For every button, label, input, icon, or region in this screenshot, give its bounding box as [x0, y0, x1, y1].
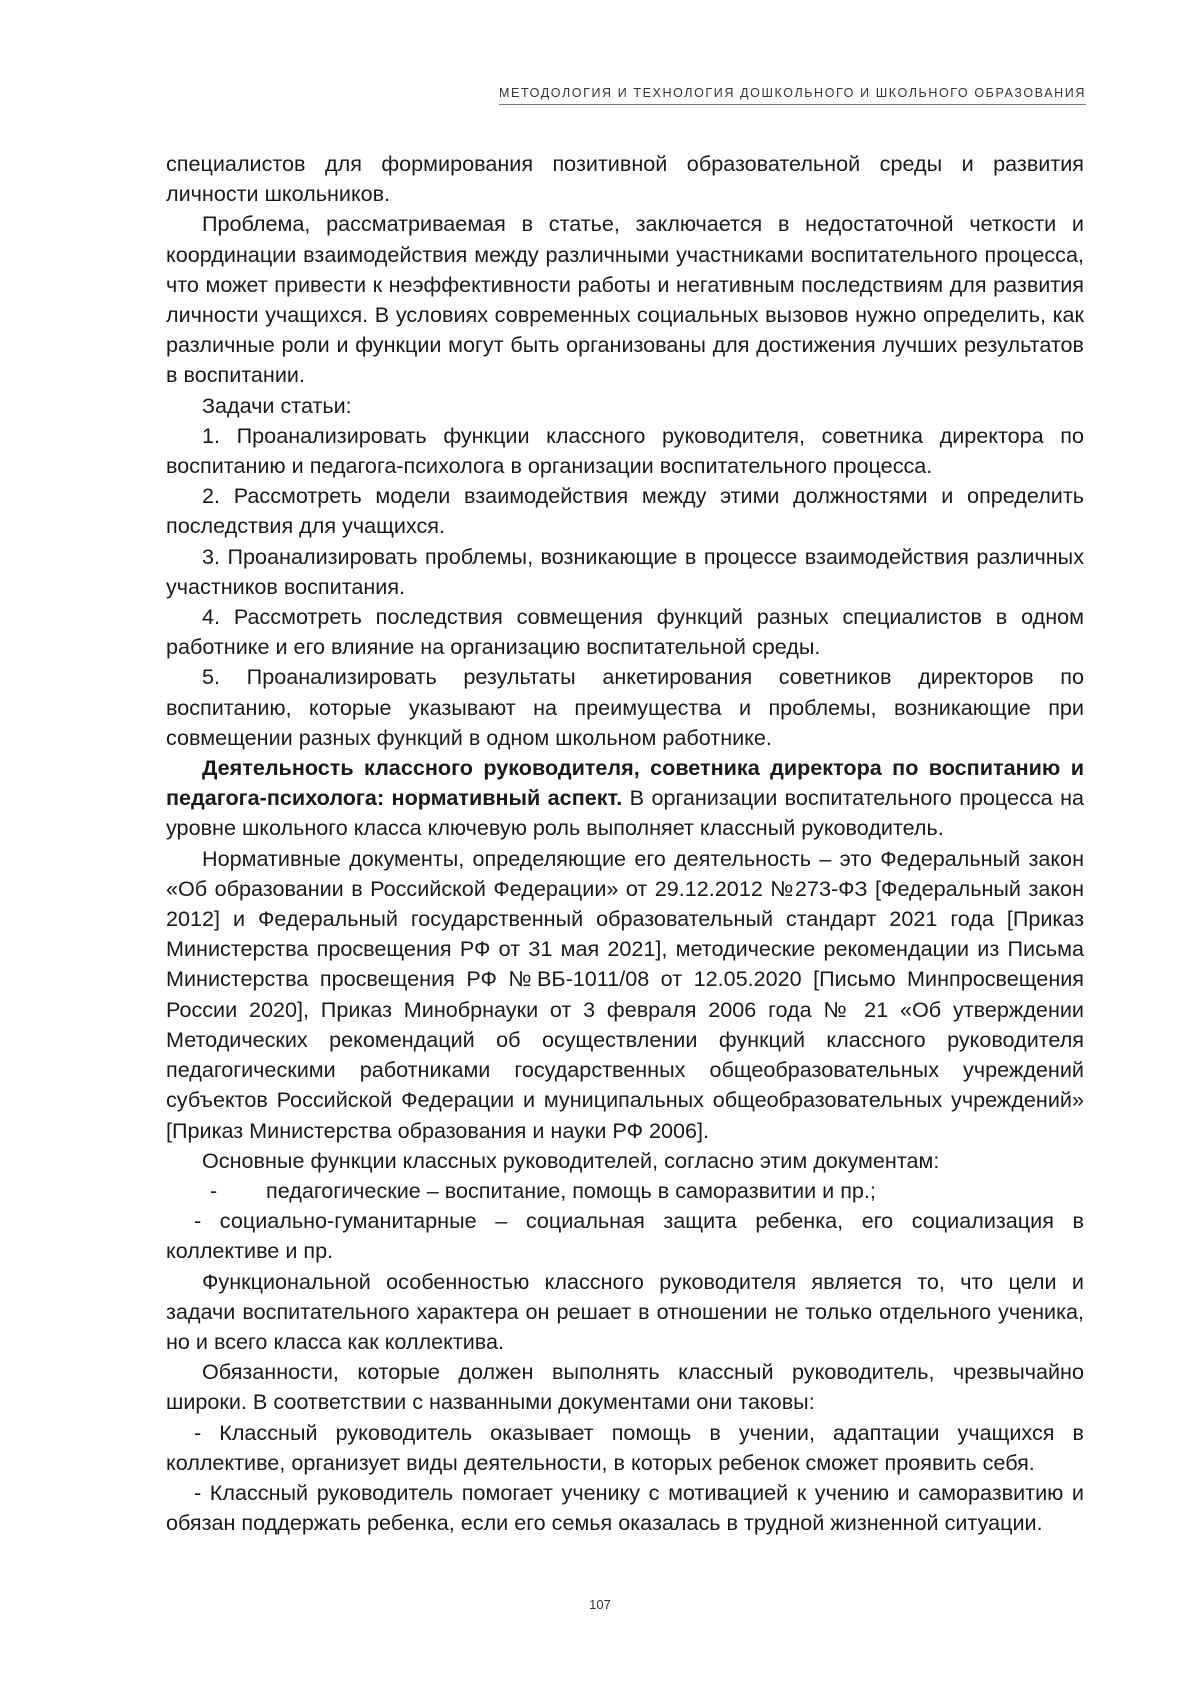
- running-header: МЕТОДОЛОГИЯ И ТЕХНОЛОГИЯ ДОШКОЛЬНОГО И ШКОЛЬНОГО ОБРАЗОВАНИЯ: [499, 86, 1086, 105]
- function-item: - социально-гуманитарные – социальная защита ребенка, его социализация в коллективе и пр.: [166, 1208, 1084, 1264]
- paragraph-problem: Проблема, рассматриваемая в статье, заключается в недостаточной четкости и координации взаимодействия между различными участниками воспитательного процесса, что может привести к неэффективности работы и негативным последствиям для развития личности учащихся. В условиях современных социальных вызовов нужно определить, как различные роли и функции могут быть организованы для достижения лучших результатов в воспитании.: [166, 211, 1084, 388]
- task-item: 5. Проанализировать результаты анкетирования советников директоров по воспитанию, которые указывают на преимущества и проблемы, возникающие при совмещении разных функций в одном школьном работнике.: [166, 664, 1084, 750]
- function-item-text: педагогические – воспитание, помощь в саморазвитии и пр.;: [266, 1177, 876, 1203]
- duty-item: - Классный руководитель помогает ученику с мотивацией к учению и саморазвитию и обязан поддержать ребенка, если его семья оказалась в трудной жизненной ситуации.: [166, 1479, 1084, 1536]
- paragraph-functions-label: Основные функции классных руководителей, согласно этим документам:: [202, 1147, 940, 1173]
- task-item: 1. Проанализировать функции классного руководителя, советника директора по воспитанию и педагога-психолога в организации воспитательного процесса.: [166, 422, 1084, 479]
- task-item: 3. Проанализировать проблемы, возникающие в процессе взаимодействия различных участников воспитания.: [166, 543, 1084, 599]
- paragraph-feature: Функциональной особенностью классного руководителя является то, что цели и задачи воспитательного характера он решает в отношении не только отдельного ученика, но и всего класса как коллектива.: [166, 1268, 1084, 1354]
- article-body: [166, 149, 1084, 1538]
- task-item: 4. Рассмотреть последствия совмещения функций разных специалистов в одном работнике и его влияние на организацию воспитательной среды.: [166, 604, 1084, 660]
- task-item: 2. Рассмотреть модели взаимодействия между этими должностями и определить последствия для учащихся.: [166, 483, 1084, 539]
- paragraph-duties: Обязанности, которые должен выполнять классный руководитель, чрезвычайно широки. В соответствии с названными документами они таковы:: [166, 1359, 1084, 1415]
- paragraph-section: [166, 753, 1084, 844]
- section-text: В организации воспитательного процесса на уровне школьного класса ключевую роль выполняет классный руководитель.: [166, 785, 1084, 841]
- paragraph-normative: Нормативные документы, определяющие его деятельность – это Федеральный закон «Об образовании в Российской Федерации» от 29.12.2012 №273-ФЗ [Федеральный закон 2012] и Федеральный государственный образовательный стандарт 2021 года [Приказ Министерства просвещения РФ от 31 мая 2021], методические рекомендации из Письма Министерства просвещения РФ №ВБ-1011/08 от 12.05.2020 [Письмо Минпросвещения России 2020], Приказ Минобрнауки от 3 февраля 2006 года № 21 «Об утверждении Методических рекомендаций об осуществлении функций классного руководителя педагогическими работниками государственных общеобразовательных учреждений субъектов Российской Федерации и муниципальных общеобразовательных учреждений» [Приказ Министерства образования и науки РФ 2006].: [166, 845, 1084, 1143]
- page-number: 107: [589, 1597, 611, 1612]
- duty-item: - Классный руководитель оказывает помощь в учении, адаптации учащихся в коллективе, организует виды деятельности, в которых ребенок сможет проявить себя.: [166, 1419, 1084, 1475]
- paragraph-tasks-label: Задачи статьи:: [202, 392, 352, 418]
- list-dash: -: [210, 1177, 218, 1203]
- function-item: [166, 1176, 1084, 1206]
- section-heading: Деятельность классного руководителя, советника директора по воспитанию и педагога-психолога: нормативный аспект.: [166, 755, 1084, 811]
- paragraph-continuation: специалистов для формирования позитивной образовательной среды и развития личности школьников.: [166, 151, 1084, 207]
